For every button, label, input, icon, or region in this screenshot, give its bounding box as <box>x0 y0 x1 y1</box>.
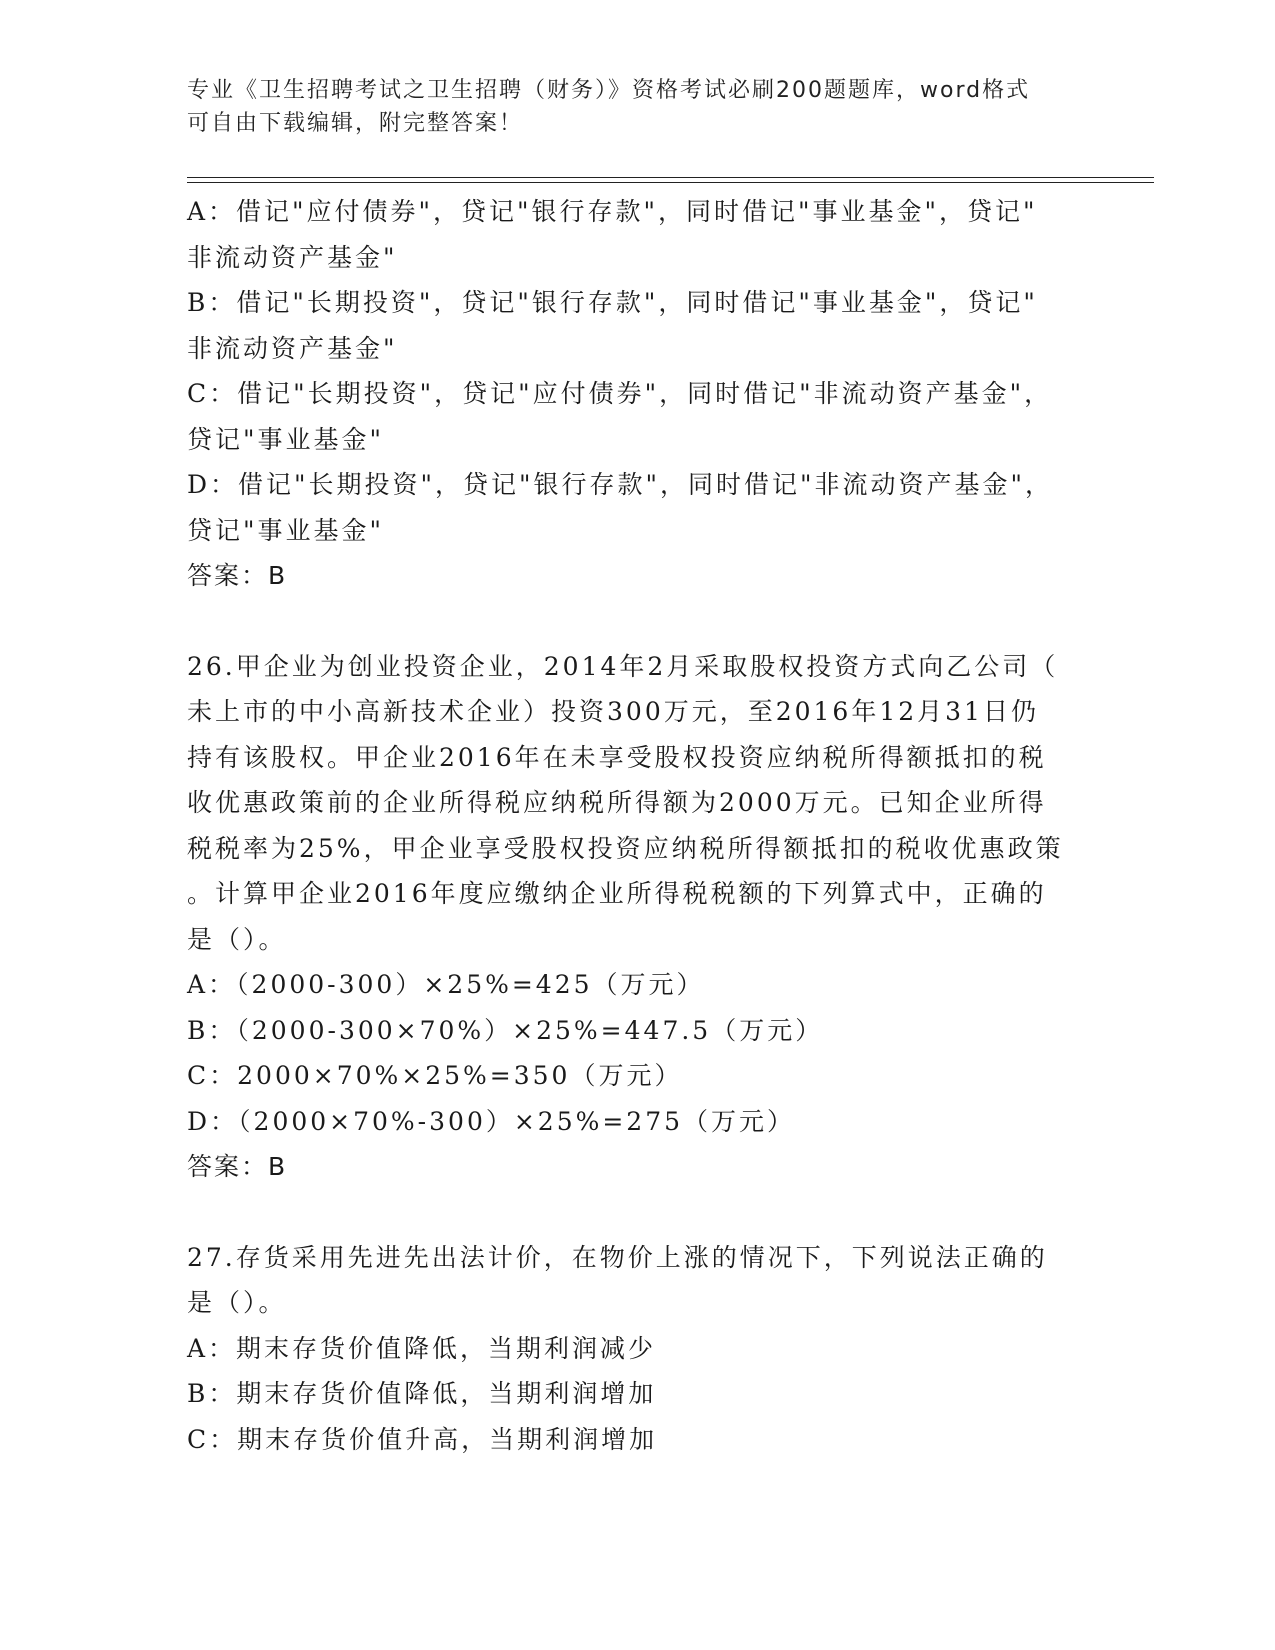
header-line-2: 可自由下载编辑，附完整答案！ <box>187 111 524 136</box>
header-rule-top <box>187 177 1154 178</box>
spacer <box>187 1190 1087 1235</box>
q26-stem-line-5: 税税率为25%，甲企业享受股权投资应纳税所得额抵扣的税收优惠政策 <box>187 833 1064 863</box>
q26-option-b: B：（2000-300×70%）×25%=447.5（万元） <box>187 1015 824 1045</box>
q25-option-c-line-1: C：借记"长期投资"，贷记"应付债券"，同时借记"非流动资产基金"， <box>187 379 1053 408</box>
document-body <box>187 189 1087 1462</box>
q27-option-c: C：期末存货价值升高，当期利润增加 <box>187 1424 658 1454</box>
header-line-1: 专业《卫生招聘考试之卫生招聘（财务）》资格考试必刷200题题库，word格式 <box>187 78 1031 103</box>
q26-option-a: A：（2000-300）×25%=425（万元） <box>187 970 705 999</box>
q25-option-c-line-2: 贷记"事业基金" <box>187 424 384 454</box>
q26-stem-line-6: 。计算甲企业2016年度应缴纳企业所得税税额的下列算式中，正确的 <box>187 879 1047 908</box>
q26-stem-line-2: 未上市的中小高新技术企业）投资300万元，至2016年12月31日仍 <box>187 697 1039 726</box>
q26-stem-line-1: 26.甲企业为创业投资企业，2014年2月采取股权投资方式向乙公司（ <box>187 651 1059 681</box>
q26-stem-line-7: 是（）。 <box>187 924 287 954</box>
q26-option-d: D：（2000×70%-300）×25%=275（万元） <box>187 1106 796 1136</box>
q25-option-d-line-2: 贷记"事业基金" <box>187 515 384 545</box>
q27-stem-line-2: 是（）。 <box>187 1288 287 1317</box>
q25-answer: 答案：B <box>187 561 288 590</box>
q26-answer: 答案：B <box>187 1152 288 1181</box>
header-rule-bottom <box>187 182 1154 183</box>
q27-option-b: B：期末存货价值降低，当期利润增加 <box>187 1379 657 1408</box>
document-header <box>187 74 1087 140</box>
q25-option-b-line-2: 非流动资产基金" <box>187 333 398 363</box>
q27-stem-line-1: 27.存货采用先进先出法计价，在物价上涨的情况下，下列说法正确的 <box>187 1242 1048 1272</box>
q26-option-c: C：2000×70%×25%=350（万元） <box>187 1061 683 1090</box>
q26-stem-line-4: 收优惠政策前的企业所得税应纳税所得额为2000万元。已知企业所得 <box>187 788 1047 817</box>
q27-option-a: A：期末存货价值降低，当期利润减少 <box>187 1333 657 1363</box>
q25-option-a-line-1: A：借记"应付债券"，贷记"银行存款"，同时借记"事业基金"，贷记" <box>187 197 1038 226</box>
q25-option-b-line-1: B：借记"长期投资"，贷记"银行存款"，同时借记"事业基金"，贷记" <box>187 288 1038 317</box>
spacer <box>187 599 1087 644</box>
q25-option-d-line-1: D：借记"长期投资"，贷记"银行存款"，同时借记"非流动资产基金"， <box>187 470 1054 499</box>
q26-stem-line-3: 持有该股权。甲企业2016年在未享受股权投资应纳税所得额抵扣的税 <box>187 742 1047 772</box>
q25-option-a-line-2: 非流动资产基金" <box>187 242 398 272</box>
